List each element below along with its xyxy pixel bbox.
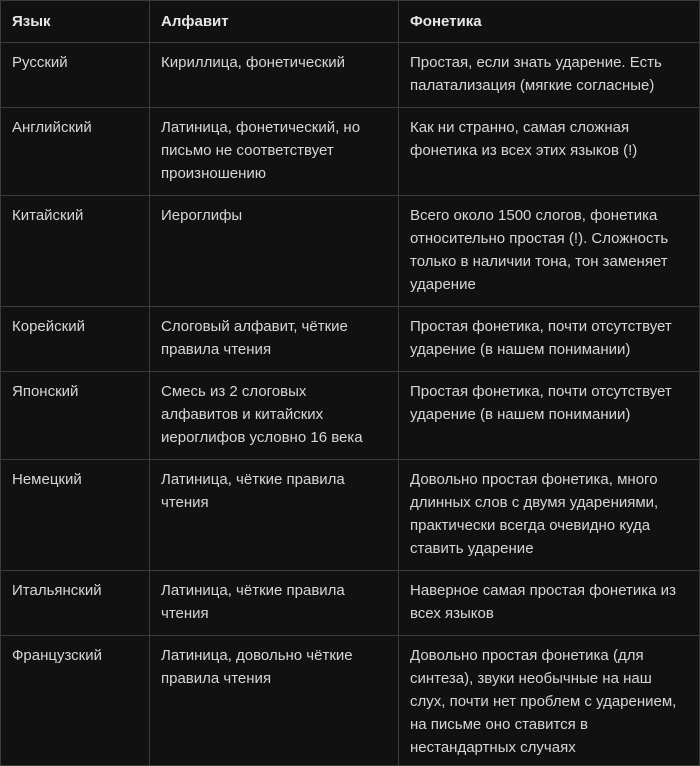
- cell-alphabet: Латиница, довольно чёткие правила чтения: [150, 636, 399, 766]
- cell-alphabet: Латиница, фонетический, но письмо не соответствует произношению: [150, 108, 399, 196]
- cell-alphabet: Смесь из 2 слоговых алфавитов и китайских иероглифов условно 16 века: [150, 372, 399, 460]
- cell-alphabet: Кириллица, фонетический: [150, 43, 399, 108]
- cell-phonetics: Простая, если знать ударение. Есть палатализация (мягкие согласные): [399, 43, 700, 108]
- header-alphabet: Алфавит: [150, 1, 399, 43]
- table-row: [1, 196, 700, 307]
- table-row: [1, 108, 700, 196]
- cell-phonetics: Простая фонетика, почти отсутствует ударение (в нашем понимании): [399, 307, 700, 372]
- cell-language: Французский: [1, 636, 150, 766]
- cell-phonetics: Наверное самая простая фонетика из всех языков: [399, 571, 700, 636]
- cell-phonetics: Довольно простая фонетика (для синтеза), звуки необычные на наш слух, почти нет проблем с ударением, на письме оно ставится в нестандартных случаях: [399, 636, 700, 766]
- table-row: [1, 43, 700, 108]
- table-row: [1, 372, 700, 460]
- cell-alphabet: Слоговый алфавит, чёткие правила чтения: [150, 307, 399, 372]
- cell-language: Корейский: [1, 307, 150, 372]
- cell-language: Японский: [1, 372, 150, 460]
- cell-alphabet: Иероглифы: [150, 196, 399, 307]
- cell-alphabet: Латиница, чёткие правила чтения: [150, 460, 399, 571]
- cell-phonetics: Как ни странно, самая сложная фонетика из всех этих языков (!): [399, 108, 700, 196]
- cell-alphabet: Латиница, чёткие правила чтения: [150, 571, 399, 636]
- table-row: [1, 307, 700, 372]
- table-row: [1, 460, 700, 571]
- header-phonetics: Фонетика: [399, 1, 700, 43]
- table-row: [1, 571, 700, 636]
- cell-language: Немецкий: [1, 460, 150, 571]
- table-header: [1, 1, 700, 43]
- cell-language: Русский: [1, 43, 150, 108]
- header-row: [1, 1, 700, 43]
- cell-phonetics: Всего около 1500 слогов, фонетика относительно простая (!). Сложность только в наличии тона, тон заменяет ударение: [399, 196, 700, 307]
- table-body: [1, 43, 700, 766]
- cell-language: Итальянский: [1, 571, 150, 636]
- cell-language: Английский: [1, 108, 150, 196]
- cell-language: Китайский: [1, 196, 150, 307]
- cell-phonetics: Довольно простая фонетика, много длинных слов с двумя ударениями, практически всегда очевидно куда ставить ударение: [399, 460, 700, 571]
- cell-phonetics: Простая фонетика, почти отсутствует ударение (в нашем понимании): [399, 372, 700, 460]
- header-language: Язык: [1, 1, 150, 43]
- table-row: [1, 636, 700, 766]
